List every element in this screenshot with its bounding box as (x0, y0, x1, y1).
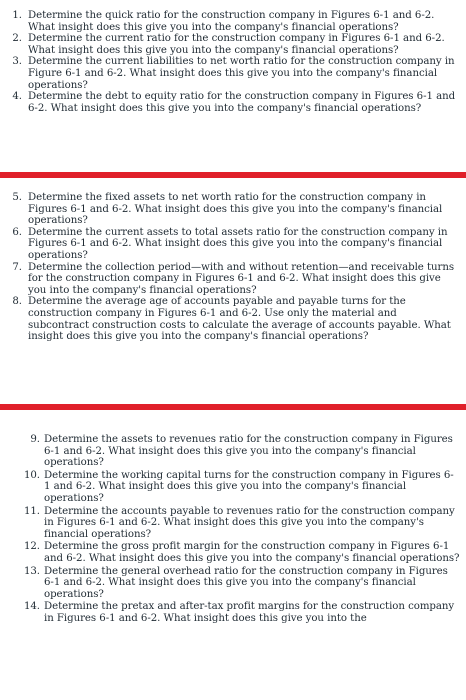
question-number: 3. (12, 56, 22, 68)
question-item-5 (6, 192, 460, 227)
question-item-1 (6, 10, 460, 33)
question-number: 8. (12, 296, 22, 308)
question-text: Determine the collection period—with and without retention—and receivable turns for the construction company in Figures 6-1 and 6-2. What insight does this give you into the company's financial operations? (28, 261, 455, 296)
question-text: Determine the gross profit margin for the construction company in Figures 6-1 and 6-2. What insight does this give you into the company's financial operations? (44, 541, 460, 564)
question-number: 11. (23, 505, 40, 517)
question-text: Determine the accounts payable to revenues ratio for the construction company in Figures 6-1 and 6-2. What insight does this give you into the company's financial operations? (44, 505, 455, 540)
question-panel-3 (0, 412, 466, 700)
question-number: 4. (12, 91, 22, 103)
question-number: 9. (30, 434, 40, 445)
question-item-11 (20, 506, 460, 541)
question-item-13 (20, 566, 460, 601)
question-item-6 (6, 227, 460, 262)
question-item-4 (6, 91, 460, 114)
question-number: 6. (12, 226, 22, 238)
question-panel-1 (0, 0, 466, 172)
question-text: Determine the quick ratio for the construction company in Figures 6-1 and 6-2. What insight does this give you into the company's financial operations? (28, 10, 435, 33)
question-list (0, 412, 466, 625)
question-text: Determine the current liabilities to net worth ratio for the construction company in Figure 6-1 and 6-2. What insight does this give you into the company's financial operations? (28, 56, 455, 91)
question-number: 1. (12, 10, 22, 21)
question-text: Determine the fixed assets to net worth ratio for the construction company in Figures 6-1 and 6-2. What insight does this give you into the company's financial operations? (28, 192, 443, 227)
question-text: Determine the pretax and after-tax profit margins for the construction company in Figures 6-1 and 6-2. What insight does this give you into the (44, 601, 455, 624)
red-divider-band (0, 172, 466, 178)
question-number: 7. (12, 261, 22, 273)
question-text: Determine the current ratio for the construction company in Figures 6-1 and 6-2. What insight does this give you into the company's financial operations? (28, 33, 445, 56)
question-text: Determine the general overhead ratio for the construction company in Figures 6-1 and 6-2. What insight does this give you into the company's financial operations? (44, 565, 448, 600)
question-panel-2 (0, 180, 466, 404)
question-text: Determine the working capital turns for the construction company in Figures 6-1 and 6-2. What insight does this give you into the company's financial operations? (44, 469, 454, 504)
question-item-14 (20, 601, 460, 624)
question-text: Determine the average age of accounts payable and payable turns for the construction company in Figures 6-1 and 6-2. Use only the material and subcontract construction costs to calculate the average of accounts payable. What insight does this give you into the company's financial operations? (28, 296, 451, 343)
question-item-8 (6, 296, 460, 342)
question-text: Determine the current assets to total assets ratio for the construction company in Figures 6-1 and 6-2. What insight does this give you into the company's financial operations? (28, 226, 448, 261)
question-item-10 (20, 470, 460, 505)
question-number: 13. (23, 565, 40, 577)
question-number: 12. (23, 541, 40, 553)
question-text: Determine the assets to revenues ratio for the construction company in Figures 6-1 and 6-2. What insight does this give you into the company's financial operations? (44, 434, 453, 469)
question-item-12 (20, 541, 460, 564)
red-divider-band (0, 404, 466, 410)
question-number: 5. (12, 192, 22, 203)
question-list (0, 0, 466, 114)
question-item-2 (6, 33, 460, 56)
question-item-3 (6, 56, 460, 91)
question-number: 2. (12, 33, 22, 45)
question-list (0, 180, 466, 343)
question-number: 10. (23, 469, 40, 481)
question-number: 14. (23, 601, 40, 613)
question-item-7 (6, 262, 460, 297)
question-item-9 (20, 434, 460, 469)
question-text: Determine the debt to equity ratio for the construction company in Figures 6-1 and 6-2. What insight does this give you into the company's financial operations? (28, 91, 456, 114)
